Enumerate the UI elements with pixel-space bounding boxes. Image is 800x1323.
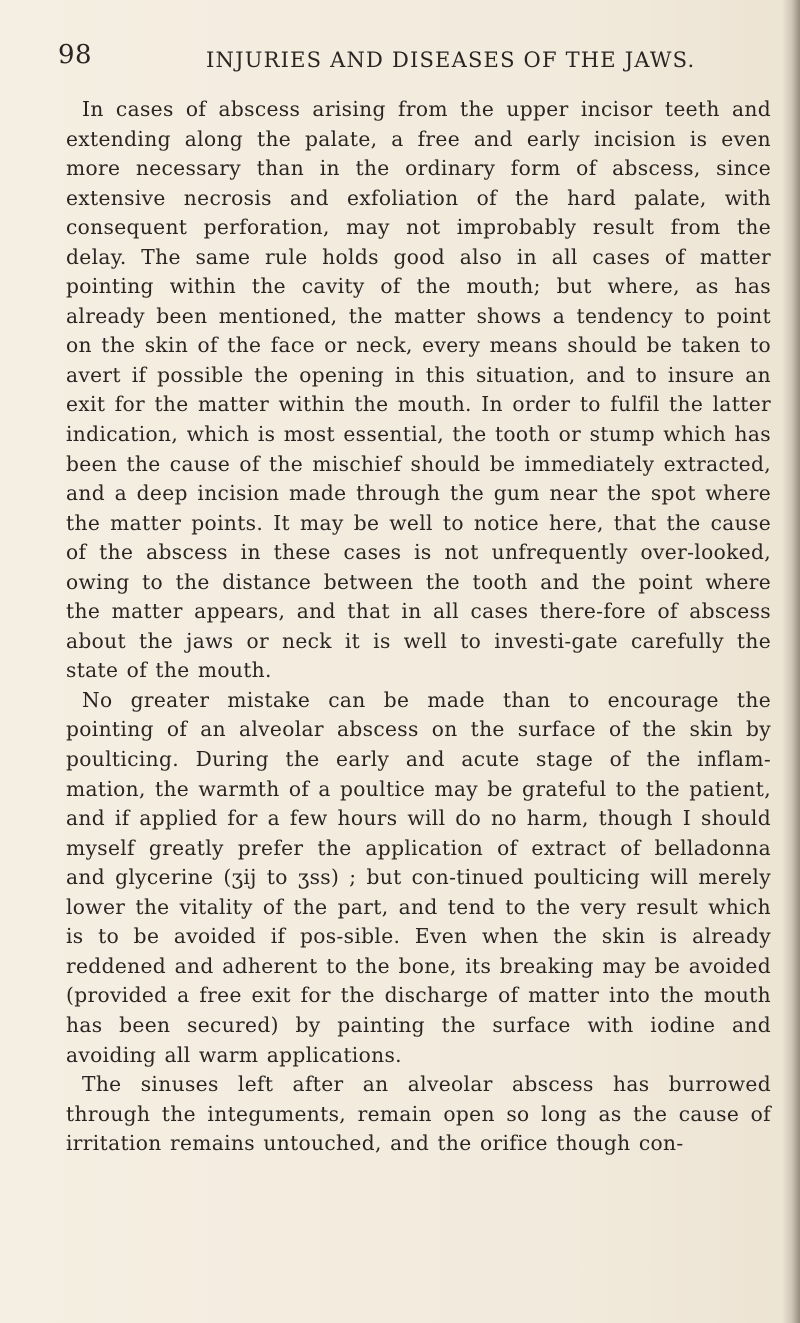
- page-header: [58, 40, 758, 80]
- paragraph: The sinuses left after an alveolar abscess has burrowed through the integuments, remain open so long as the cause of irritation remains untouched, and the orifice though con-: [66, 1072, 771, 1156]
- paragraph: No greater mistake can be made than to encourage the pointing of an alveolar abscess on the surface of the skin by poulticing. During the early and acute stage of the inflam-mation, the warmth of a poultice may be grateful to the patient, and if applied for a few hours will do no harm, though I should myself greatly prefer the application of extract of belladonna and glycerine (ʒij to ʒss) ; but con-tinued poulticing will merely lower the vitality of the part, and tend to the very result which is to be avoided if pos-sible. Even when the skin is already reddened and adherent to the bone, its breaking may be avoided (provided a free exit for the discharge of matter into the mouth has been secured) by painting the surface with iodine and avoiding all warm applications.: [66, 687, 771, 1067]
- body-text: [66, 95, 771, 1159]
- page-edge-shadow: [782, 0, 800, 1323]
- running-head: INJURIES AND DISEASES OF THE JAWS.: [206, 48, 696, 72]
- page-number: 98: [58, 40, 93, 70]
- paragraph: In cases of abscess arising from the upper incisor teeth and extending along the palate, a free and early incision is even more necessary than in the ordinary form of abscess, since extensive necrosis and exfoliation of the hard palate, with consequent perforation, may not improbably result from the delay. The same rule holds good also in all cases of matter pointing within the cavity of the mouth; but where, as has already been mentioned, the matter shows a tendency to point on the skin of the face or neck, every means should be taken to avert if possible the opening in this situation, and to insure an exit for the matter within the mouth. In order to fulfil the latter indication, which is most essential, the tooth or stump which has been the cause of the mischief should be immediately extracted, and a deep incision made through the gum near the spot where the matter points. It may be well to notice here, that the cause of the abscess in these cases is not unfrequently over-looked, owing to the distance between the tooth and the point where the matter appears, and that in all cases there-fore of abscess about the jaws or neck it is well to investi-gate carefully the state of the mouth.: [66, 97, 771, 683]
